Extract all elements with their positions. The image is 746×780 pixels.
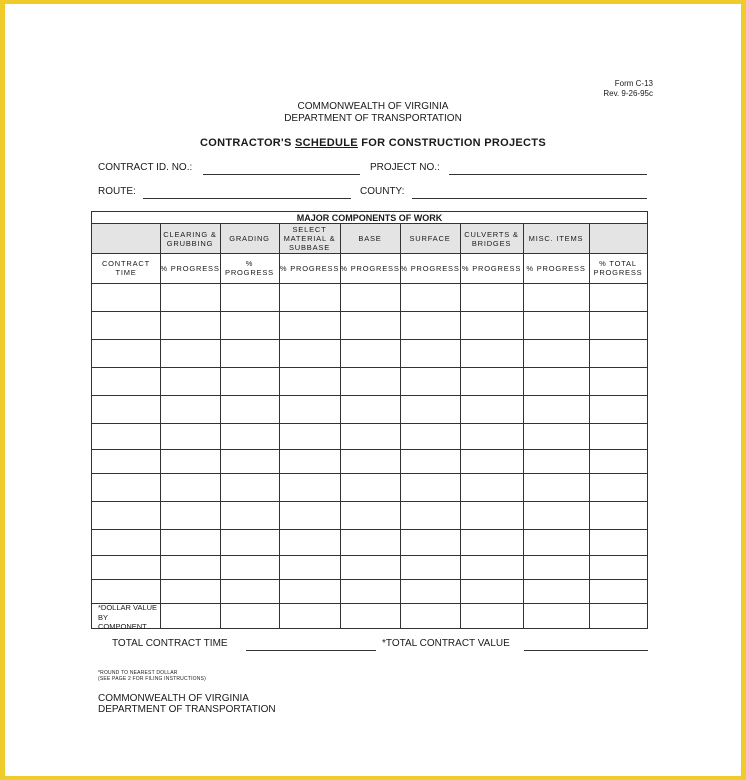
grid-row-line — [92, 311, 647, 312]
grid-row-line — [92, 579, 647, 580]
header-progress-2: % PROGRESS — [225, 259, 274, 277]
header-progress-6: % PROGRESS — [461, 263, 522, 273]
grid-column-line — [400, 223, 401, 628]
form-title-underlined: SCHEDULE — [294, 137, 358, 149]
agency-line-2: DEPARTMENT OF TRANSPORTATION — [284, 113, 462, 124]
header-grading: GRADING — [229, 234, 270, 243]
header-blank — [589, 224, 647, 253]
grid-column-line — [589, 223, 590, 628]
grid-row-line — [92, 603, 647, 604]
route-label: ROUTE: — [98, 186, 136, 197]
grid-column-line — [523, 223, 524, 628]
header-clearing-grubbing: CLEARING & GRUBBING — [163, 229, 217, 248]
grid-row-line — [92, 367, 647, 368]
project-no-label: PROJECT NO.: — [370, 162, 440, 173]
header-select-material: SELECT MATERIAL & SUBBASE — [283, 225, 336, 252]
total-contract-value-field[interactable] — [524, 650, 648, 651]
form-revision: Rev. 9-26-95c — [603, 89, 653, 98]
grid-row-line — [92, 529, 647, 530]
grid-row-line — [92, 555, 647, 556]
grid-row-line — [92, 339, 647, 340]
grid-column-line — [279, 223, 280, 628]
grid-row-line — [92, 283, 647, 284]
header-progress-4: % PROGRESS — [340, 263, 400, 273]
header-contract-time: CONTRACT TIME — [101, 259, 151, 277]
rounding-note: *ROUND TO NEAREST DOLLAR — [98, 670, 178, 676]
header-progress-1: % PROGRESS — [160, 263, 220, 273]
total-contract-time-label: TOTAL CONTRACT TIME — [112, 638, 228, 649]
contract-id-field[interactable] — [203, 174, 360, 175]
form-title — [5, 137, 741, 149]
header-total-progress: % TOTAL PROGRESS — [593, 259, 643, 277]
form-number: Form C-13 — [614, 79, 653, 88]
grid-row-line — [92, 473, 647, 474]
grid-row-line — [92, 253, 647, 254]
header-misc-items: MISC. ITEMS — [528, 234, 584, 243]
header-progress-7: % PROGRESS — [526, 263, 586, 273]
form-title-prefix: CONTRACTOR'S — [200, 137, 295, 149]
major-components-header: MAJOR COMPONENTS OF WORK — [296, 213, 443, 223]
total-contract-value-label: *TOTAL CONTRACT VALUE — [382, 638, 510, 649]
grid-column-line — [220, 223, 221, 628]
agency-line-1: COMMONWEALTH OF VIRGINIA — [297, 101, 449, 112]
filing-instructions-note: (SEE PAGE 2 FOR FILING INSTRUCTIONS) — [98, 676, 206, 682]
footer-agency-line-1: COMMONWEALTH OF VIRGINIA — [98, 693, 249, 704]
grid-row-line — [92, 449, 647, 450]
dollar-value-label: *DOLLAR VALUE BY COMPONENT — [98, 603, 158, 631]
grid-column-line — [160, 223, 161, 628]
header-surface: SURFACE — [409, 234, 451, 243]
footer-agency-line-2: DEPARTMENT OF TRANSPORTATION — [98, 704, 276, 715]
grid-column-line — [460, 223, 461, 628]
form-title-suffix: FOR CONSTRUCTION PROJECTS — [357, 137, 546, 149]
project-no-field[interactable] — [449, 174, 647, 175]
grid-row-line — [92, 223, 647, 224]
grid-row-line — [92, 423, 647, 424]
county-label: COUNTY: — [360, 186, 405, 197]
header-culverts-bridges: CULVERTS & BRIDGES — [464, 229, 519, 248]
schedule-table — [91, 211, 648, 629]
form-page — [5, 4, 741, 776]
contract-id-label: CONTRACT ID. NO.: — [98, 162, 193, 173]
header-progress-3: % PROGRESS — [279, 263, 340, 273]
route-field[interactable] — [143, 198, 351, 199]
grid-row-line — [92, 501, 647, 502]
grid-column-line — [340, 223, 341, 628]
total-contract-time-field[interactable] — [246, 650, 376, 651]
county-field[interactable] — [412, 198, 647, 199]
header-progress-5: % PROGRESS — [400, 263, 460, 273]
grid-row-line — [92, 395, 647, 396]
header-base: BASE — [358, 234, 382, 243]
